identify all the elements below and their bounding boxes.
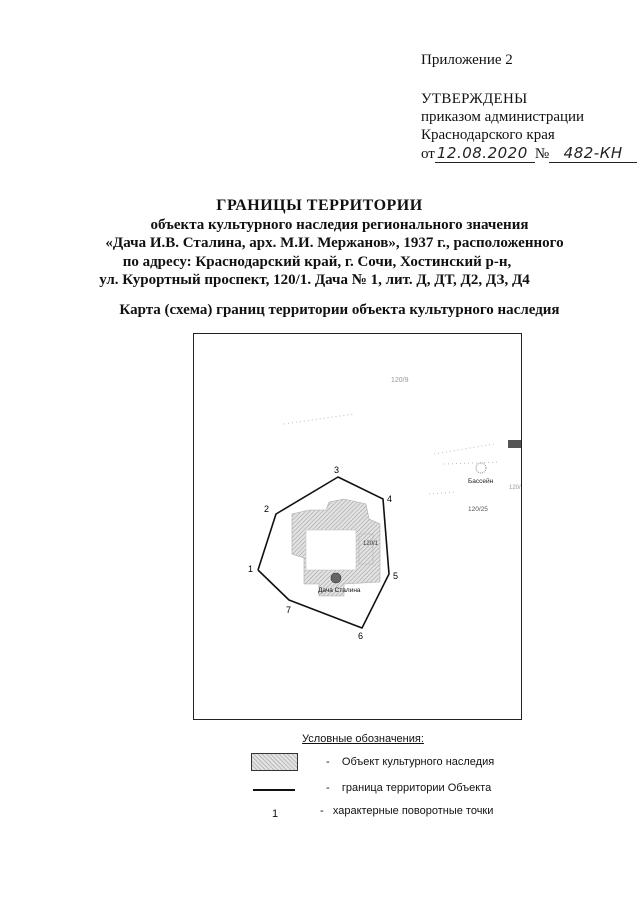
date-prefix: от <box>421 146 435 162</box>
legend-text: граница территории Объекта <box>341 782 492 794</box>
legend-marker: - <box>320 805 324 817</box>
turning-point-1: 1 <box>248 564 254 574</box>
title-line-3: «Дача И.В. Сталина, арх. М.И. Мержанов», 1937 г., расположенного <box>105 235 564 251</box>
turning-point-7: 7 <box>286 605 292 615</box>
handwritten-number: 482-КН <box>549 144 637 163</box>
dacha-label: Дача Сталина <box>318 587 361 594</box>
approved-line-2: приказом администрации <box>421 109 585 125</box>
parcel-label-right: 120/25 <box>468 506 488 513</box>
legend-boundary-line <box>253 789 295 791</box>
pool-label: Бассейн <box>468 478 494 485</box>
number-prefix: № <box>534 146 550 162</box>
legend-point-sample: 1 <box>272 808 279 820</box>
turning-point-3: 3 <box>334 465 340 475</box>
legend-item-heritage <box>326 756 494 768</box>
inner-parcel-label: 120/1 <box>363 541 379 547</box>
approved-line-3: Краснодарского края <box>421 127 555 143</box>
legend-marker: - <box>326 756 330 768</box>
map-caption: Карта (схема) границ территории объекта культурного наследия <box>119 302 560 318</box>
approved-heading: УТВЕРЖДЕНЫ <box>421 91 528 107</box>
pool-marker <box>476 463 486 473</box>
parcel-label-top: 120/9 <box>391 377 409 384</box>
legend-item-boundary <box>326 782 491 794</box>
title-line-1: ГРАНИЦЫ ТЕРРИТОРИИ <box>216 197 423 214</box>
approval-block <box>421 90 637 163</box>
appendix-label: Приложение 2 <box>421 52 513 68</box>
date-number-line <box>421 144 637 163</box>
legend-item-points <box>320 805 493 817</box>
document-title <box>0 197 639 290</box>
edge-mark-box <box>508 440 521 448</box>
heritage-object <box>292 499 380 596</box>
handwritten-date: 12.08.2020 <box>435 144 535 163</box>
turning-point-2: 2 <box>264 504 270 514</box>
title-line-4: по адресу: Краснодарский край, г. Сочи, Хостинский р-н, <box>122 253 512 270</box>
title-line-2: объекта культурного наследия регионального значения <box>150 216 529 233</box>
legend-marker: - <box>326 782 330 794</box>
turning-point-4: 4 <box>387 494 393 504</box>
legend-text: Объект культурного наследия <box>341 756 495 768</box>
faint-contours <box>284 414 499 494</box>
legend-text: характерные поворотные точки <box>332 805 494 817</box>
title-line-5: ул. Курортный проспект, 120/1. Дача № 1, лит. Д, ДТ, Д2, ДЗ, Д4 <box>99 272 530 288</box>
edge-parcel-label: 120/ <box>509 485 521 491</box>
legend-heritage-swatch <box>251 753 298 771</box>
boundary-map <box>193 333 522 720</box>
legend-title: Условные обозначения: <box>302 733 424 745</box>
turning-point-5: 5 <box>393 571 399 581</box>
turning-point-6: 6 <box>358 631 364 641</box>
